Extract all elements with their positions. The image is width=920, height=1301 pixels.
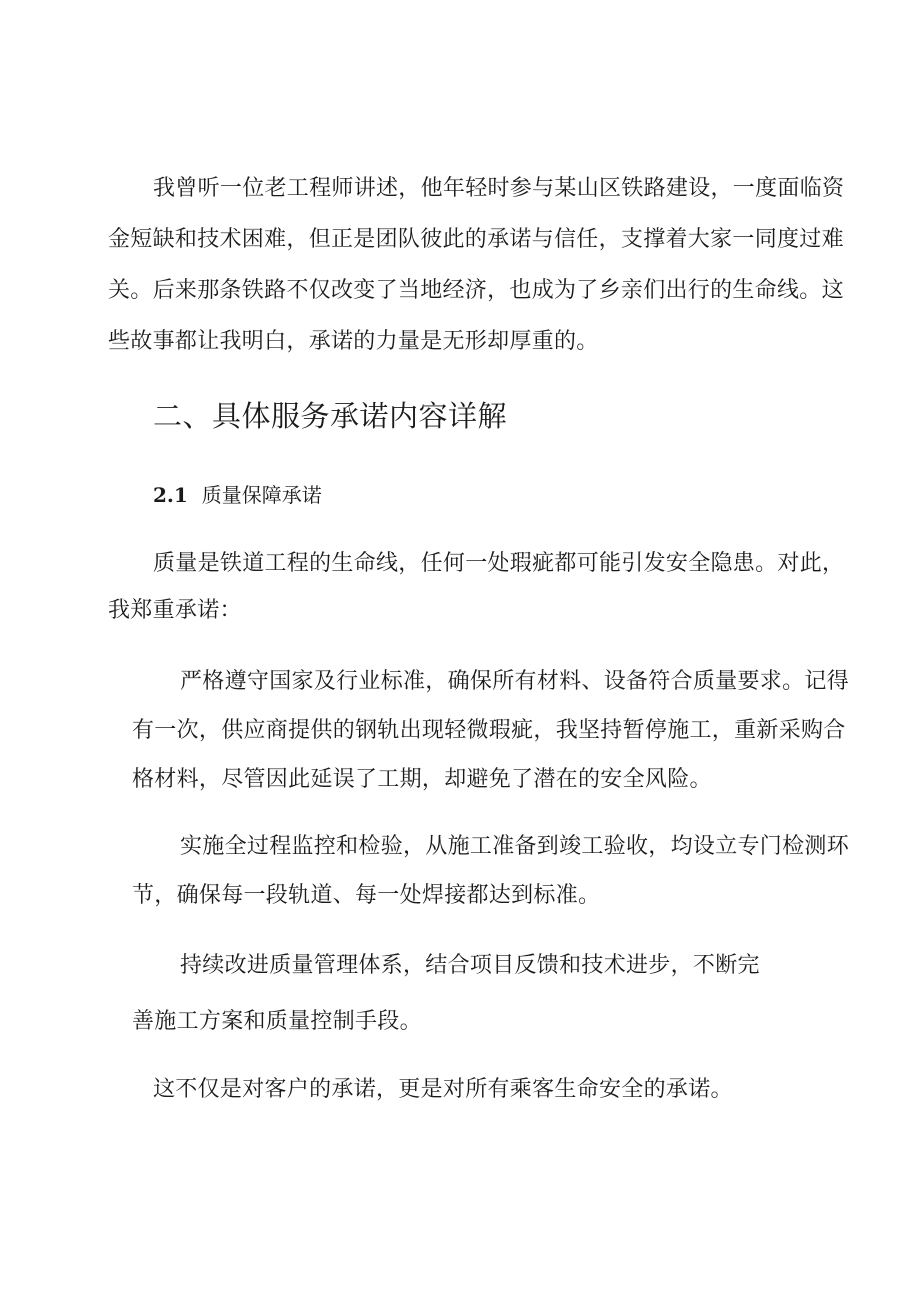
intro-line-1: 我曾听一位老工程师讲述，他年轻时参与某山区铁路建设，一度面临资	[153, 176, 845, 201]
item3-line-2: 善施工方案和质量控制手段。	[132, 1009, 422, 1034]
subsection-title: 质量保障承诺	[201, 483, 322, 507]
quality-intro-line-1: 质量是铁道工程的生命线，任何一处瑕疵都可能引发安全隐患。对此，	[153, 551, 845, 576]
intro-line-4: 些故事都让我明白，承诺的力量是无形却厚重的。	[108, 329, 599, 354]
item3-line-1: 持续改进质量管理体系，结合项目反馈和技术进步，不断完	[180, 953, 760, 978]
intro-line-2: 金短缺和技术困难，但正是团队彼此的承诺与信任，支撑着大家一同度过难	[108, 227, 844, 252]
section-title: 二、具体服务承诺内容详解	[153, 399, 508, 433]
item2-line-1: 实施全过程监控和检验，从施工准备到竣工验收，均设立专门检测环	[180, 834, 850, 859]
item1-line-3: 格材料，尽管因此延误了工期，却避免了潜在的安全风险。	[132, 767, 712, 792]
quality-intro-line-2: 我郑重承诺：	[108, 598, 242, 623]
intro-line-3: 关。后来那条铁路不仅改变了当地经济，也成为了乡亲们出行的生命线。这	[108, 278, 844, 303]
subsection-heading	[153, 481, 322, 509]
item1-line-2: 有一次，供应商提供的钢轨出现轻微瑕疵，我坚持暂停施工，重新采购合	[132, 718, 846, 743]
subsection-number: 2.1	[153, 483, 188, 507]
item2-line-2: 节，确保每一段轨道、每一处焊接都达到标准。	[132, 883, 601, 908]
closing-line: 这不仅是对客户的承诺，更是对所有乘客生命安全的承诺。	[153, 1077, 733, 1102]
item1-line-1: 严格遵守国家及行业标准，确保所有材料、设备符合质量要求。记得	[180, 669, 850, 694]
